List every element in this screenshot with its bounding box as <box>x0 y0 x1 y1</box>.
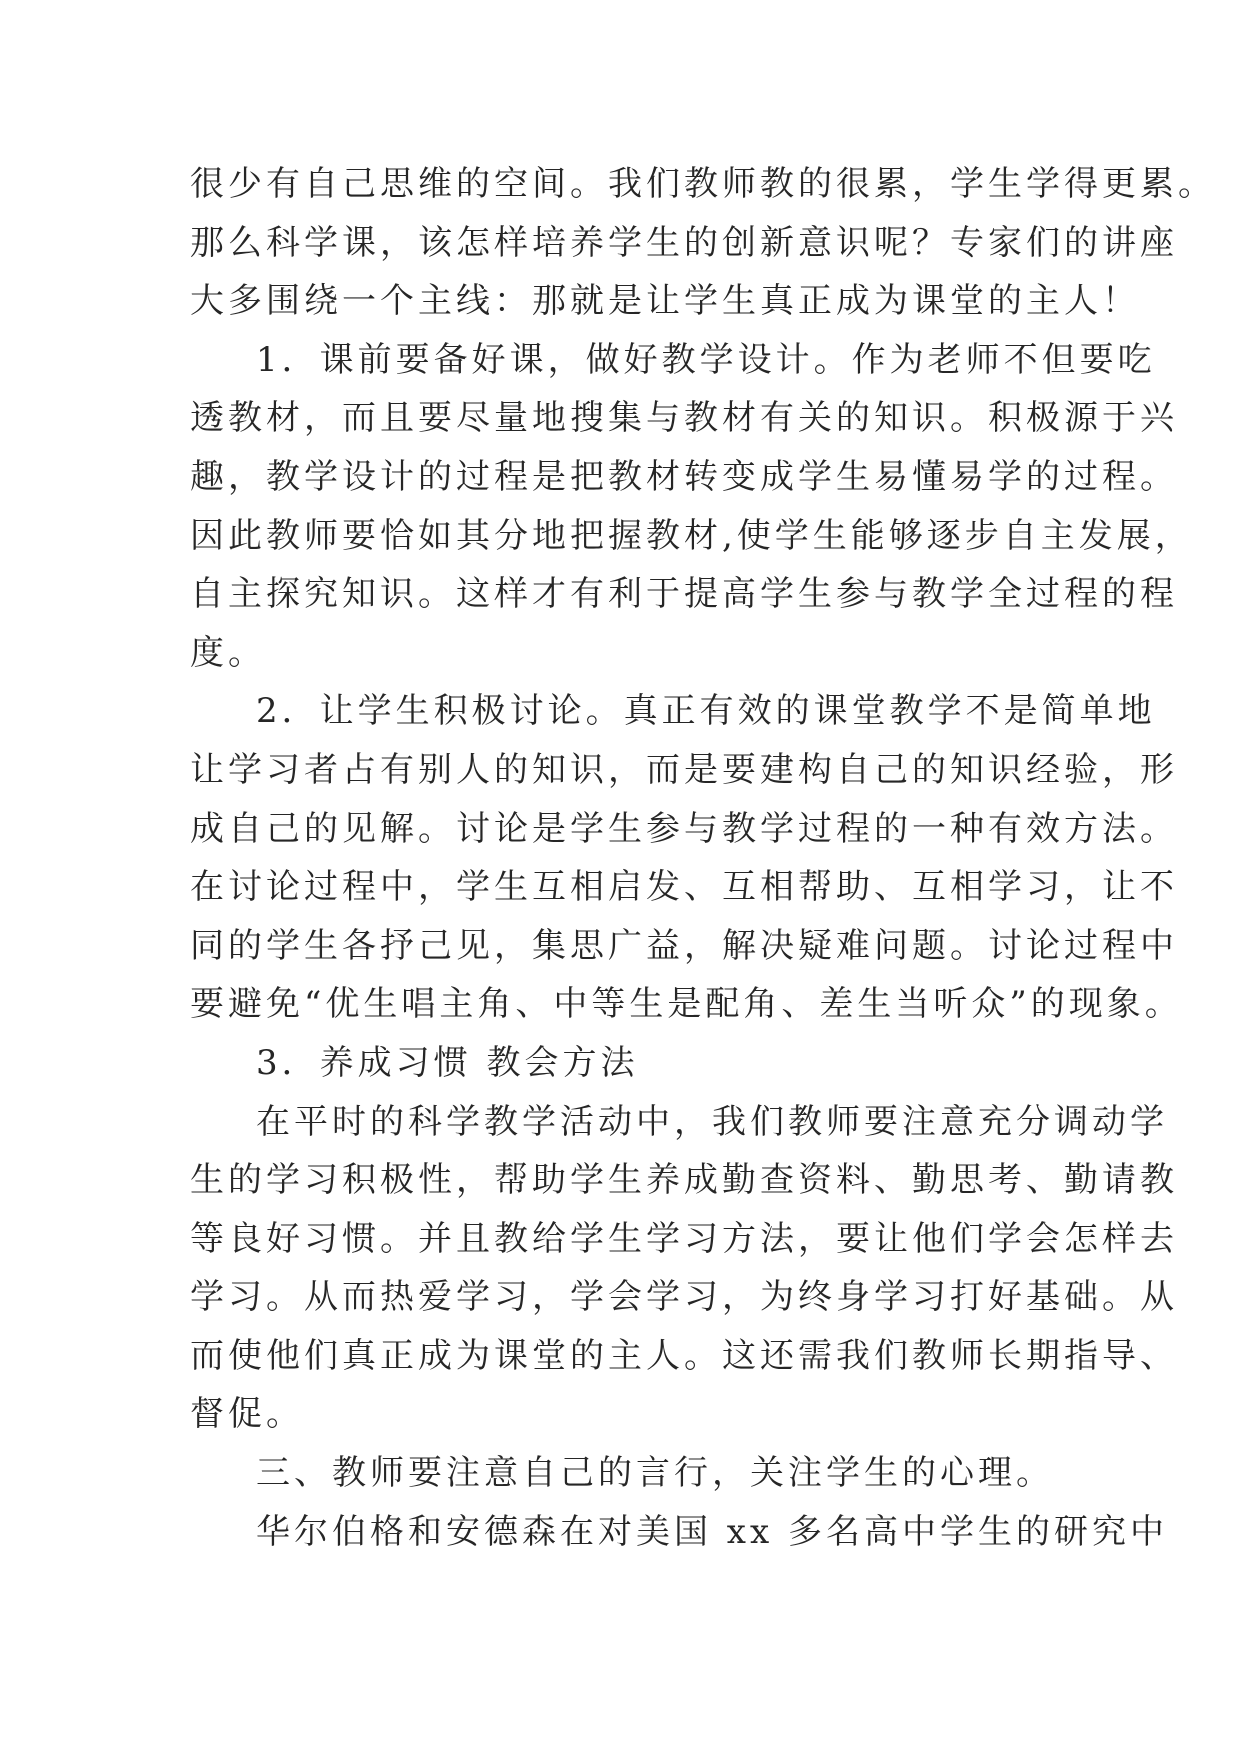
text-line: 华尔伯格和安德森在对美国 xx 多名高中学生的研究中 <box>256 1511 1168 1552</box>
text-line: 督促。 <box>190 1394 304 1435</box>
text-line: 很少有自己思维的空间。我们教师教的很累，学生学得更累。 <box>190 164 1216 204</box>
text-line: 大多围绕一个主线：那就是让学生真正成为课堂的主人！ <box>190 281 1140 322</box>
text-line: 那么科学课，该怎样培养学生的创新意识呢？专家们的讲座 <box>190 222 1178 263</box>
text-line: 因此教师要恰如其分地把握教材,使学生能够逐步自主发展， <box>190 515 1193 556</box>
text-line: 1．课前要备好课，做好教学设计。作为老师不但要吃 <box>256 339 1156 380</box>
text-line: 在讨论过程中，学生互相启发、互相帮助、互相学习，让不 <box>190 867 1178 908</box>
text-line: 成自己的见解。讨论是学生参与教学过程的一种有效方法。 <box>190 808 1178 849</box>
text-line: 要避免“优生唱主角、中等生是配角、差生当听众”的现象。 <box>190 984 1183 1025</box>
text-line: 在平时的科学教学活动中，我们教师要注意充分调动学 <box>256 1101 1168 1142</box>
text-line: 趣，教学设计的过程是把教材转变成学生易懂易学的过程。 <box>190 456 1178 497</box>
text-line: 透教材，而且要尽量地搜集与教材有关的知识。积极源于兴 <box>190 398 1178 439</box>
text-line: 等良好习惯。并且教给学生学习方法，要让他们学会怎样去 <box>190 1218 1178 1259</box>
text-line: 三、教师要注意自己的言行，关注学生的心理。 <box>256 1453 1054 1494</box>
text-line: 让学习者占有别人的知识，而是要建构自己的知识经验，形 <box>190 749 1178 790</box>
text-line: 度。 <box>190 632 266 673</box>
body-text <box>190 155 1216 1561</box>
text-line: 生的学习积极性，帮助学生养成勤查资料、勤思考、勤请教 <box>190 1160 1178 1201</box>
text-line: 2．让学生积极讨论。真正有效的课堂教学不是简单地 <box>256 691 1156 732</box>
text-line: 自主探究知识。这样才有利于提高学生参与教学全过程的程 <box>190 574 1178 615</box>
text-line: 3．养成习惯 教会方法 <box>256 1042 639 1083</box>
text-line: 而使他们真正成为课堂的主人。这还需我们教师长期指导、 <box>190 1335 1178 1376</box>
text-line: 同的学生各抒己见，集思广益，解决疑难问题。讨论过程中 <box>190 925 1178 966</box>
text-line: 学习。从而热爱学习，学会学习，为终身学习打好基础。从 <box>190 1277 1178 1318</box>
